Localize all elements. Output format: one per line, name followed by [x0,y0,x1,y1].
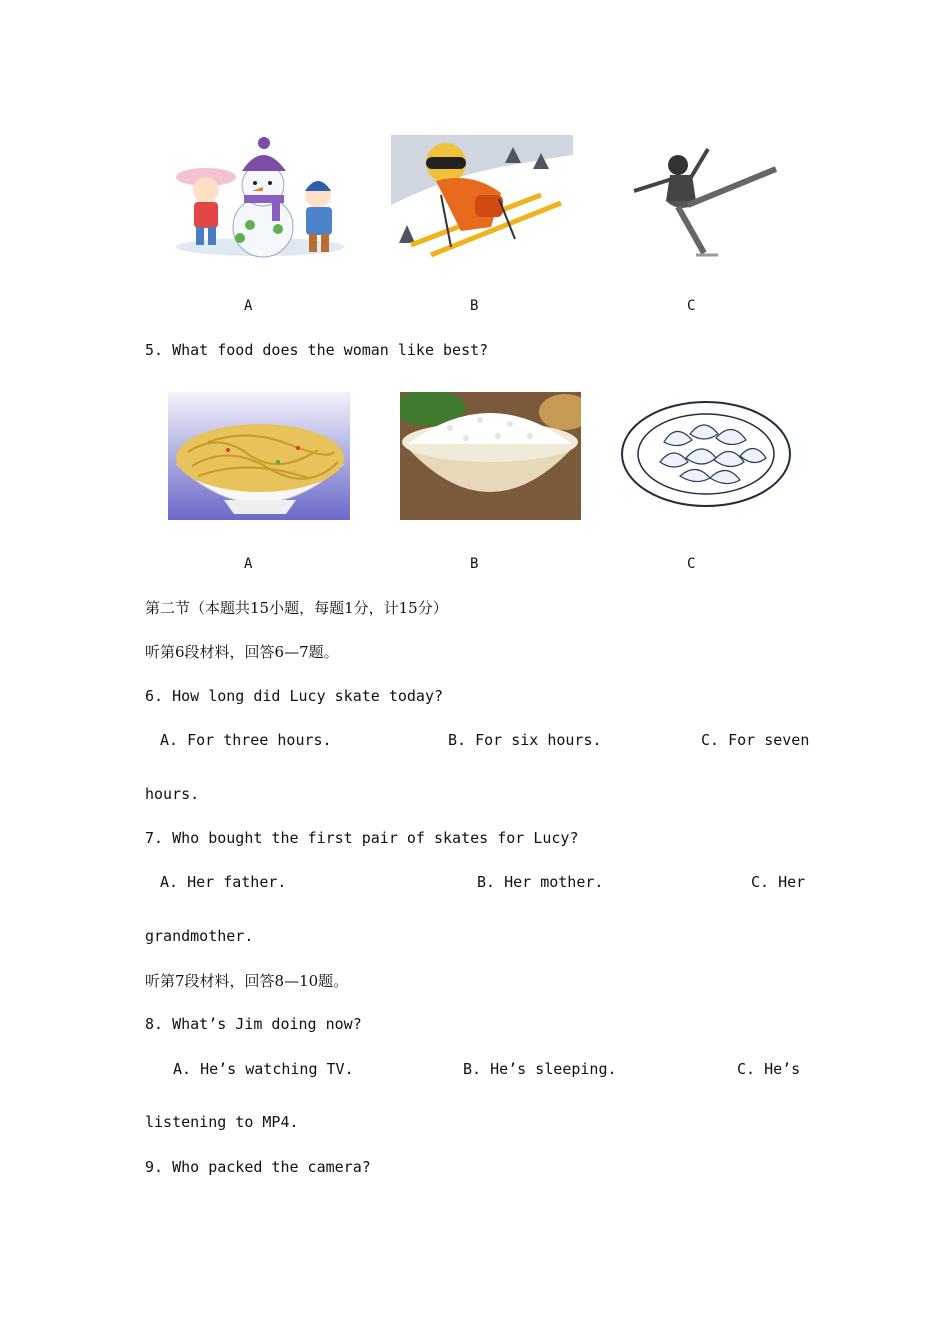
picture-label-c: C [687,298,696,314]
question-5: 5. What food does the woman like best? [145,341,489,359]
q7-option-c-continued: grandmother. [145,927,254,945]
picture-label-b: B [470,556,479,572]
q8-option-a: A. He’s watching TV. [173,1060,354,1078]
dumplings-picture [616,392,792,520]
q8-option-b: B. He’s sleeping. [463,1060,617,1078]
snowman-picture [168,135,353,263]
passage-instruction-6: 听第6段材料，回答6—7题。 [145,643,339,661]
question-9: 9. Who packed the camera? [145,1158,371,1176]
q7-option-c: C. Her [751,873,806,891]
picture-label-a: A [244,556,253,572]
skating-picture [626,135,786,263]
passage-instruction-7: 听第7段材料，回答8—10题。 [145,972,349,990]
q7-option-a: A. Her father. [160,873,287,891]
rice-picture [400,392,581,520]
skiing-picture [391,135,573,263]
q6-option-c: C. For seven [701,731,810,749]
section-heading: 第二节（本题共15小题，每题1分，计15分） [145,599,448,617]
q8-option-c-continued: listening to MP4. [145,1113,299,1131]
question-8: 8. What’s Jim doing now? [145,1015,362,1033]
q7-option-b: B. Her mother. [477,873,604,891]
picture-label-c: C [687,556,696,572]
q6-option-a: A. For three hours. [160,731,332,749]
q8-option-c: C. He’s [737,1060,801,1078]
q6-option-c-continued: hours. [145,785,200,803]
picture-label-b: B [470,298,479,314]
question-7: 7. Who bought the first pair of skates for Lucy? [145,829,579,847]
picture-label-a: A [244,298,253,314]
question-6: 6. How long did Lucy skate today? [145,687,444,705]
noodles-picture [168,392,350,520]
q6-option-b: B. For six hours. [448,731,602,749]
